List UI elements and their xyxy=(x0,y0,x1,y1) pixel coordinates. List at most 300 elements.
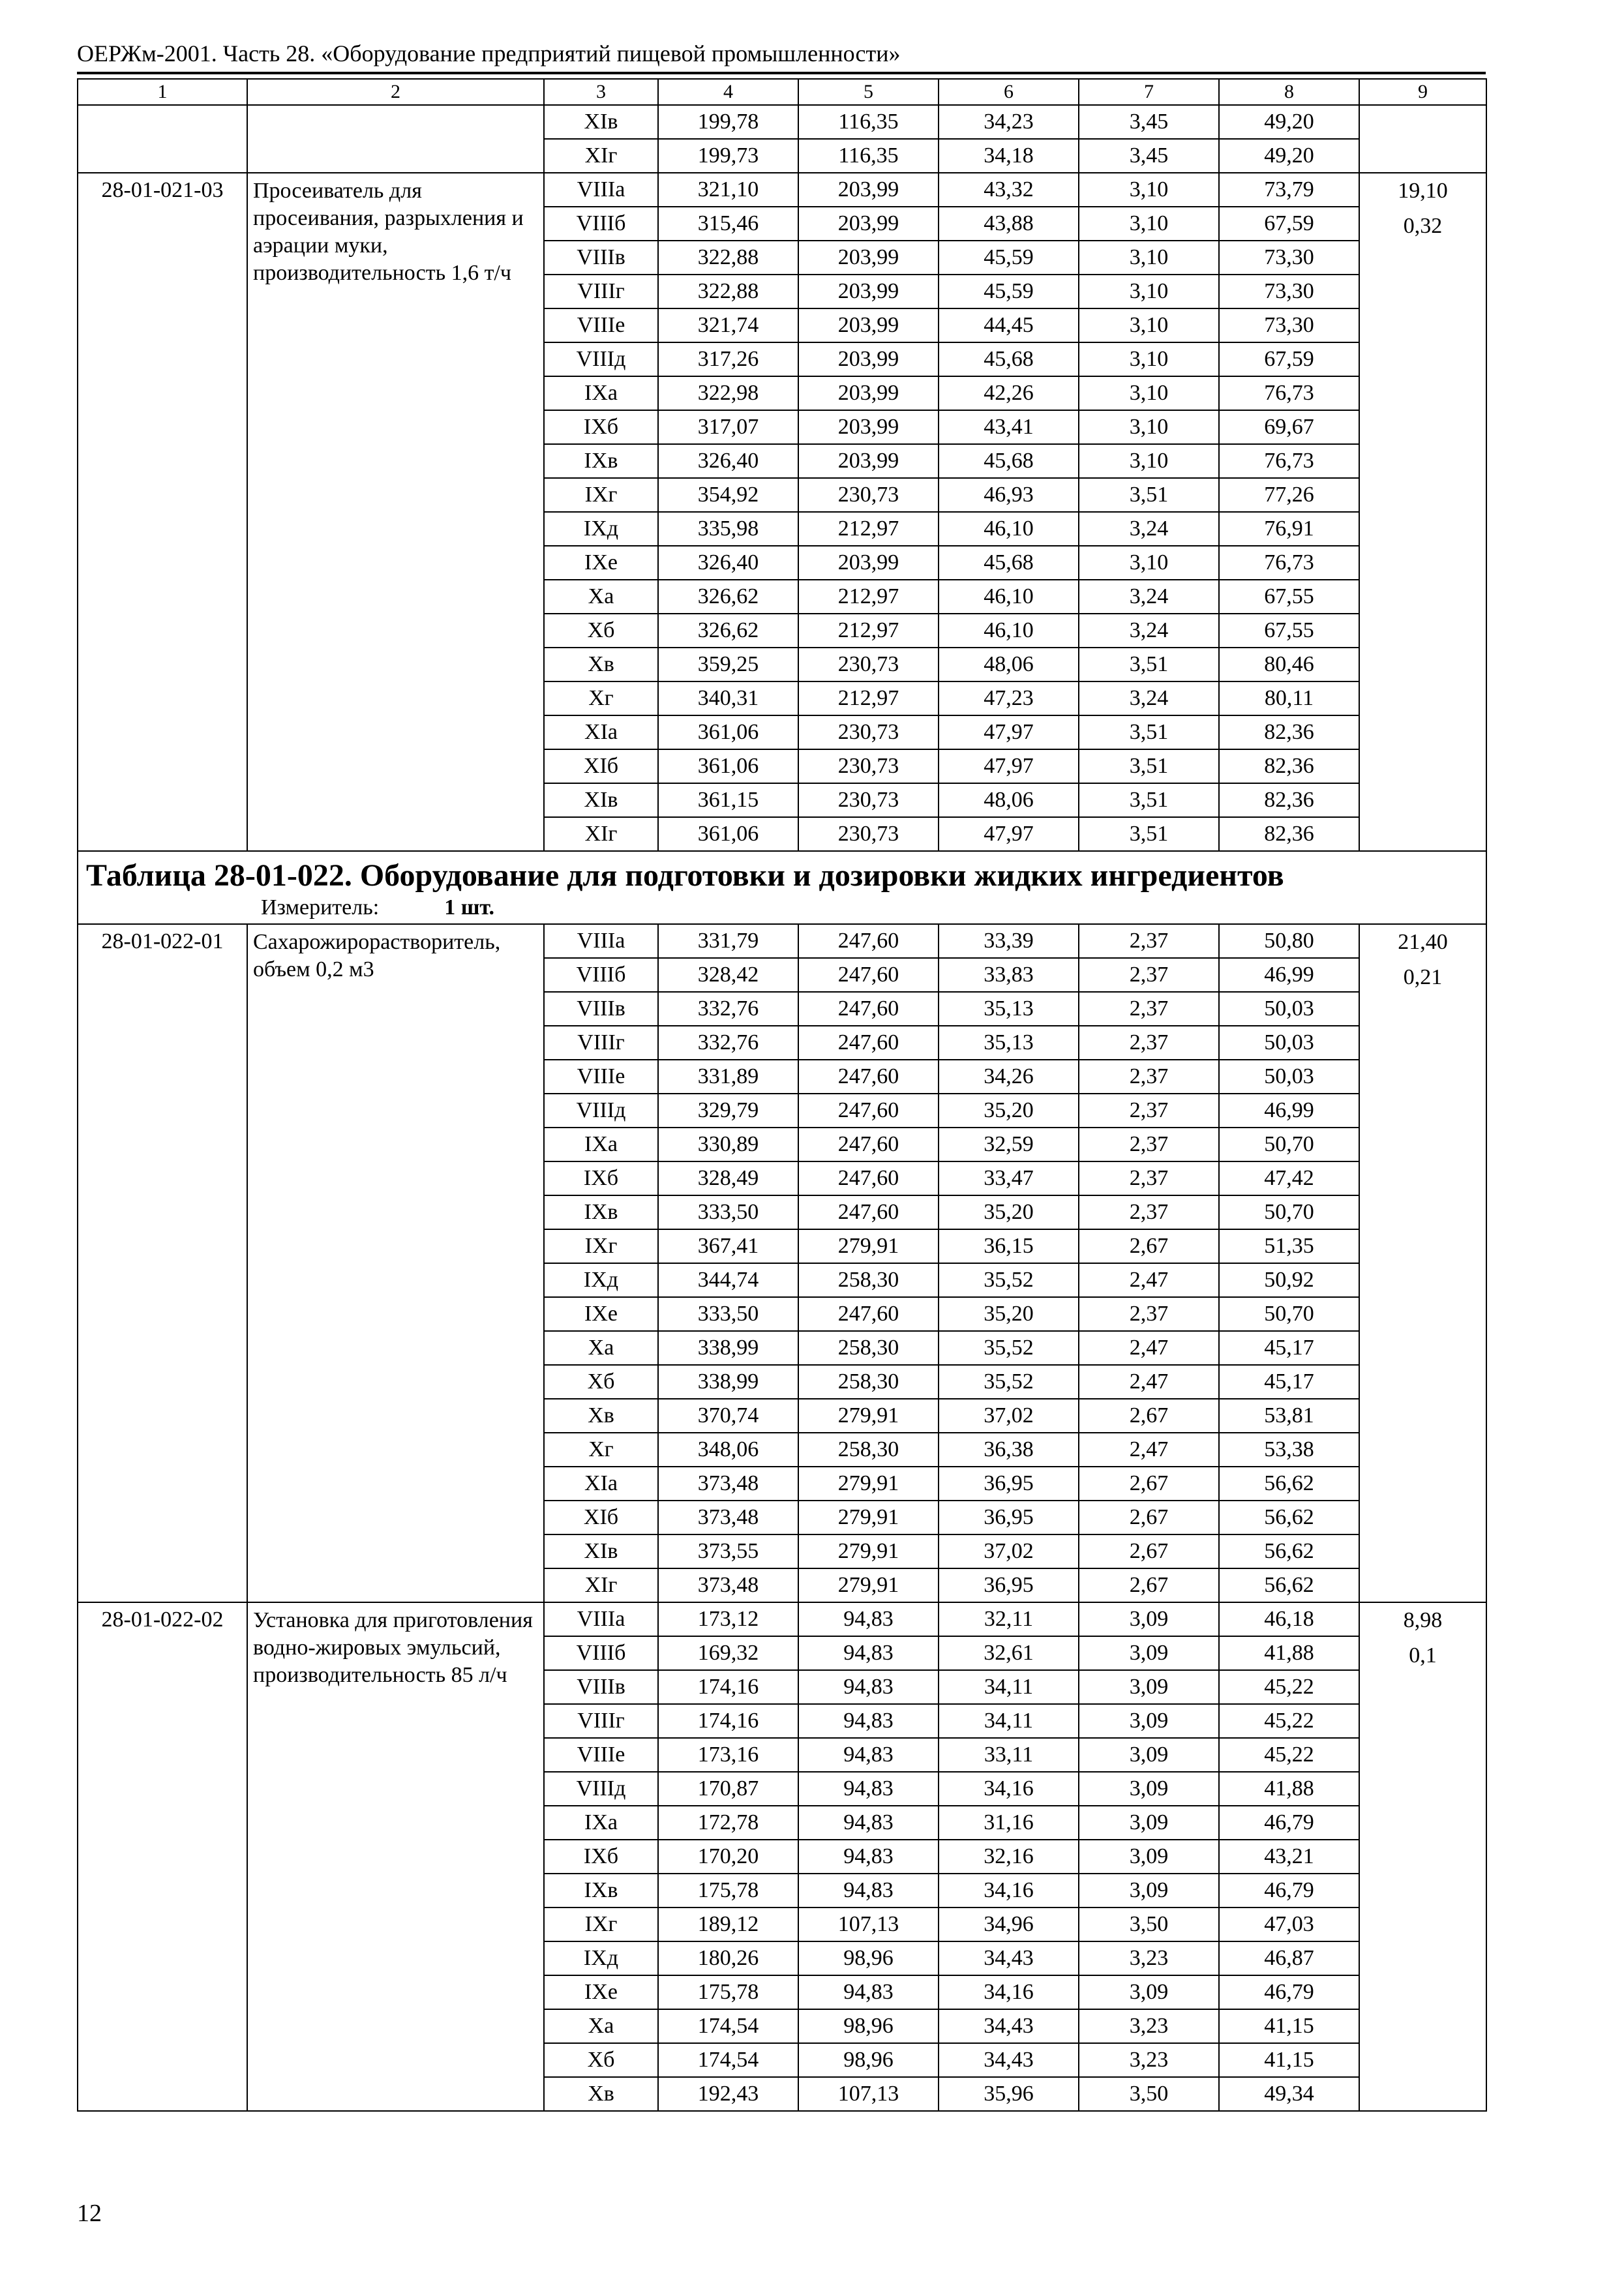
table-cell: 41,88 xyxy=(1219,1636,1359,1670)
table-cell: 41,15 xyxy=(1219,2009,1359,2043)
column-9-value: 21,40 xyxy=(1398,930,1448,954)
table-cell: 35,13 xyxy=(939,992,1079,1026)
table-cell: 34,16 xyxy=(939,1975,1079,2009)
table-cell: 2,37 xyxy=(1079,1297,1219,1331)
table-cell: 338,99 xyxy=(658,1365,798,1399)
table-cell: 35,20 xyxy=(939,1297,1079,1331)
table-cell: 33,11 xyxy=(939,1738,1079,1772)
table-cell: 98,96 xyxy=(798,2043,939,2077)
table-cell: 73,30 xyxy=(1219,275,1359,308)
table-cell: 45,17 xyxy=(1219,1331,1359,1365)
table-cell: 3,24 xyxy=(1079,614,1219,648)
table-cell: 98,96 xyxy=(798,1941,939,1975)
table-row xyxy=(78,173,1486,207)
table-cell: IXг xyxy=(544,478,658,512)
table-cell: XIг xyxy=(544,139,658,173)
header-rule xyxy=(77,72,1486,74)
table-cell: 46,93 xyxy=(939,478,1079,512)
table-cell: 94,83 xyxy=(798,1602,939,1636)
table-cell: Xг xyxy=(544,1433,658,1467)
table-cell: 373,48 xyxy=(658,1568,798,1602)
table-cell: 2,67 xyxy=(1079,1467,1219,1501)
table-cell: 3,09 xyxy=(1079,1602,1219,1636)
table-cell: 45,59 xyxy=(939,275,1079,308)
table-cell: 49,34 xyxy=(1219,2077,1359,2111)
table-cell: 3,10 xyxy=(1079,342,1219,376)
table-cell: 326,62 xyxy=(658,614,798,648)
table-cell: VIIIе xyxy=(544,1738,658,1772)
table-cell: 3,09 xyxy=(1079,1874,1219,1908)
table-cell: Xа xyxy=(544,2009,658,2043)
table-cell: 2,67 xyxy=(1079,1568,1219,1602)
table-cell: 2,67 xyxy=(1079,1229,1219,1263)
table-cell: 82,36 xyxy=(1219,783,1359,817)
table-cell: 98,96 xyxy=(798,2009,939,2043)
table-cell: 34,26 xyxy=(939,1060,1079,1094)
table-cell: 94,83 xyxy=(798,1772,939,1806)
table-cell: 361,15 xyxy=(658,783,798,817)
table-cell: 340,31 xyxy=(658,681,798,715)
table-cell: IXа xyxy=(544,376,658,410)
table-cell: 76,73 xyxy=(1219,546,1359,580)
table-cell: 321,74 xyxy=(658,308,798,342)
table-cell: 230,73 xyxy=(798,715,939,749)
table-cell: 36,95 xyxy=(939,1501,1079,1534)
table-cell: 2,37 xyxy=(1079,1195,1219,1229)
table-cell: 34,43 xyxy=(939,2009,1079,2043)
column-number-cell: 8 xyxy=(1219,79,1359,105)
table-cell: 348,06 xyxy=(658,1433,798,1467)
table-cell: 35,20 xyxy=(939,1195,1079,1229)
table-cell: VIIIа xyxy=(544,1602,658,1636)
table-cell: XIа xyxy=(544,1467,658,1501)
table-cell: 43,88 xyxy=(939,207,1079,241)
table-cell: 212,97 xyxy=(798,580,939,614)
table-cell: 46,79 xyxy=(1219,1806,1359,1840)
table-cell: 329,79 xyxy=(658,1094,798,1128)
rate-description-cell: Просеиватель для просеивания, разрыхления и аэрации муки, производительность 1,6 т/ч xyxy=(247,173,544,851)
table-cell: IXг xyxy=(544,1908,658,1941)
table-cell: 56,62 xyxy=(1219,1501,1359,1534)
table-cell: 328,49 xyxy=(658,1161,798,1195)
table-cell: 354,92 xyxy=(658,478,798,512)
table-cell: 230,73 xyxy=(798,817,939,851)
table-cell: 370,74 xyxy=(658,1399,798,1433)
table-cell: 247,60 xyxy=(798,1094,939,1128)
table-cell: 328,42 xyxy=(658,958,798,992)
table-cell: 48,06 xyxy=(939,783,1079,817)
table-cell: 247,60 xyxy=(798,1128,939,1161)
table-cell: 172,78 xyxy=(658,1806,798,1840)
table-cell: 35,20 xyxy=(939,1094,1079,1128)
table-cell: 53,38 xyxy=(1219,1433,1359,1467)
table-cell: 174,54 xyxy=(658,2043,798,2077)
table-cell: 76,91 xyxy=(1219,512,1359,546)
table-cell: 41,15 xyxy=(1219,2043,1359,2077)
column-9-value: 19,10 xyxy=(1398,179,1448,203)
rate-code-cell xyxy=(78,105,247,173)
table-cell: 203,99 xyxy=(798,342,939,376)
table-cell: 173,16 xyxy=(658,1738,798,1772)
table-cell: IXв xyxy=(544,444,658,478)
table-cell: 3,09 xyxy=(1079,1840,1219,1874)
table-cell: 49,20 xyxy=(1219,105,1359,139)
table-cell: 56,62 xyxy=(1219,1534,1359,1568)
table-cell: 203,99 xyxy=(798,444,939,478)
table-cell: 331,89 xyxy=(658,1060,798,1094)
table-cell: XIа xyxy=(544,715,658,749)
table-cell: 35,96 xyxy=(939,2077,1079,2111)
table-cell: 3,50 xyxy=(1079,2077,1219,2111)
table-cell: 46,18 xyxy=(1219,1602,1359,1636)
table-cell: 32,16 xyxy=(939,1840,1079,1874)
column-9-value: 0,1 xyxy=(1409,1643,1437,1668)
table-cell: 344,74 xyxy=(658,1263,798,1297)
table-cell: 203,99 xyxy=(798,410,939,444)
table-cell: 3,51 xyxy=(1079,783,1219,817)
table-cell: 230,73 xyxy=(798,749,939,783)
table-cell: 333,50 xyxy=(658,1195,798,1229)
table-cell: 94,83 xyxy=(798,1806,939,1840)
table-cell: 33,39 xyxy=(939,924,1079,958)
table-cell: XIв xyxy=(544,105,658,139)
table-cell: 46,87 xyxy=(1219,1941,1359,1975)
table-cell: VIIIд xyxy=(544,1094,658,1128)
page-header: ОЕРЖм-2001. Часть 28. «Оборудование предприятий пищевой промышленности» xyxy=(77,40,901,67)
table-cell: 69,67 xyxy=(1219,410,1359,444)
table-cell: 94,83 xyxy=(798,1874,939,1908)
table-cell: 45,22 xyxy=(1219,1670,1359,1704)
table-cell: 3,09 xyxy=(1079,1772,1219,1806)
table-cell: 37,02 xyxy=(939,1534,1079,1568)
table-cell: 373,48 xyxy=(658,1467,798,1501)
table-cell: 50,70 xyxy=(1219,1128,1359,1161)
table-cell: 175,78 xyxy=(658,1874,798,1908)
table-cell: 203,99 xyxy=(798,241,939,275)
table-cell: 46,79 xyxy=(1219,1975,1359,2009)
table-cell: 361,06 xyxy=(658,749,798,783)
measure-line xyxy=(86,895,1486,921)
table-cell: 174,54 xyxy=(658,2009,798,2043)
table-cell: Xг xyxy=(544,681,658,715)
table-cell: 37,02 xyxy=(939,1399,1079,1433)
table-cell: VIIIб xyxy=(544,207,658,241)
table-cell: 180,26 xyxy=(658,1941,798,1975)
column-number-cell: 2 xyxy=(247,79,544,105)
table-cell: 43,21 xyxy=(1219,1840,1359,1874)
column-9-value: 8,98 xyxy=(1403,1608,1443,1632)
table-cell: 47,97 xyxy=(939,715,1079,749)
table-cell: 230,73 xyxy=(798,478,939,512)
table-cell: 94,83 xyxy=(798,1670,939,1704)
table-cell: VIIIд xyxy=(544,342,658,376)
section-heading-cell xyxy=(78,851,1486,924)
table-cell: 2,37 xyxy=(1079,1060,1219,1094)
table-cell: 76,73 xyxy=(1219,444,1359,478)
table-cell: 203,99 xyxy=(798,207,939,241)
table-cell: 3,23 xyxy=(1079,2043,1219,2077)
table-cell: IXв xyxy=(544,1874,658,1908)
table-cell: 230,73 xyxy=(798,783,939,817)
column-9-cell xyxy=(1359,173,1486,851)
table-cell: VIIIг xyxy=(544,1704,658,1738)
table-cell: 258,30 xyxy=(798,1365,939,1399)
table-cell: IXд xyxy=(544,1941,658,1975)
table-cell: 373,48 xyxy=(658,1501,798,1534)
table-cell: 230,73 xyxy=(798,648,939,681)
table-cell: 107,13 xyxy=(798,2077,939,2111)
table-cell: 46,99 xyxy=(1219,1094,1359,1128)
table-cell: IXб xyxy=(544,1161,658,1195)
table-cell: 326,62 xyxy=(658,580,798,614)
table-cell: VIIIе xyxy=(544,308,658,342)
table-cell: 3,24 xyxy=(1079,580,1219,614)
table-cell: 33,83 xyxy=(939,958,1079,992)
table-cell: 94,83 xyxy=(798,1738,939,1772)
table-cell: 47,42 xyxy=(1219,1161,1359,1195)
table-cell: 174,16 xyxy=(658,1704,798,1738)
table-cell: Xб xyxy=(544,2043,658,2077)
table-cell: XIг xyxy=(544,1568,658,1602)
table-cell: 3,10 xyxy=(1079,275,1219,308)
table-cell: 3,10 xyxy=(1079,546,1219,580)
table-cell: 258,30 xyxy=(798,1433,939,1467)
table-cell: 45,22 xyxy=(1219,1704,1359,1738)
column-9-value: 0,21 xyxy=(1403,965,1443,989)
table-cell: 203,99 xyxy=(798,308,939,342)
table-cell: 36,95 xyxy=(939,1467,1079,1501)
table-cell: 359,25 xyxy=(658,648,798,681)
table-cell: 82,36 xyxy=(1219,715,1359,749)
table-cell: 317,07 xyxy=(658,410,798,444)
table-row xyxy=(78,1602,1486,1636)
table-cell: 31,16 xyxy=(939,1806,1079,1840)
table-cell: 331,79 xyxy=(658,924,798,958)
table-cell: 116,35 xyxy=(798,105,939,139)
table-cell: 82,36 xyxy=(1219,817,1359,851)
table-cell: 56,62 xyxy=(1219,1568,1359,1602)
table-cell: VIIIд xyxy=(544,1772,658,1806)
rate-description-cell: Сахарожирорастворитель, объем 0,2 м3 xyxy=(247,924,544,1602)
table-cell: VIIIг xyxy=(544,1026,658,1060)
table-cell: XIв xyxy=(544,783,658,817)
table-cell: IXе xyxy=(544,1975,658,2009)
table-cell: 36,95 xyxy=(939,1568,1079,1602)
table-row xyxy=(78,924,1486,958)
table-cell: 3,50 xyxy=(1079,1908,1219,1941)
table-cell: 361,06 xyxy=(658,715,798,749)
table-cell: 2,37 xyxy=(1079,992,1219,1026)
table-cell: 45,68 xyxy=(939,444,1079,478)
table-cell: 34,16 xyxy=(939,1874,1079,1908)
table-cell: 335,98 xyxy=(658,512,798,546)
table-cell: 34,23 xyxy=(939,105,1079,139)
table-cell: 203,99 xyxy=(798,546,939,580)
table-cell: 73,30 xyxy=(1219,308,1359,342)
table-cell: 3,09 xyxy=(1079,1704,1219,1738)
table-cell: 2,47 xyxy=(1079,1365,1219,1399)
table-cell: 73,79 xyxy=(1219,173,1359,207)
table-cell: 3,51 xyxy=(1079,648,1219,681)
table-cell: 47,97 xyxy=(939,749,1079,783)
table-cell: 53,81 xyxy=(1219,1399,1359,1433)
table-cell: 212,97 xyxy=(798,512,939,546)
column-9-value: 0,32 xyxy=(1403,214,1443,238)
table-cell: 45,68 xyxy=(939,342,1079,376)
table-cell: 36,38 xyxy=(939,1433,1079,1467)
table-cell: 49,20 xyxy=(1219,139,1359,173)
table-cell: 45,22 xyxy=(1219,1738,1359,1772)
table-cell: IXд xyxy=(544,1263,658,1297)
table-cell: 3,51 xyxy=(1079,749,1219,783)
table-cell: 3,45 xyxy=(1079,139,1219,173)
table-cell: 94,83 xyxy=(798,1840,939,1874)
table-cell: 192,43 xyxy=(658,2077,798,2111)
table-cell: VIIIв xyxy=(544,1670,658,1704)
table-cell: 56,62 xyxy=(1219,1467,1359,1501)
table-cell: 322,88 xyxy=(658,241,798,275)
table-cell: Xа xyxy=(544,580,658,614)
table-cell: Xб xyxy=(544,1365,658,1399)
table-cell: 36,15 xyxy=(939,1229,1079,1263)
table-cell: 279,91 xyxy=(798,1229,939,1263)
column-number-cell: 6 xyxy=(939,79,1079,105)
table-cell: 94,83 xyxy=(798,1636,939,1670)
rate-code-cell: 28-01-021-03 xyxy=(78,173,247,851)
table-cell: 199,78 xyxy=(658,105,798,139)
table-cell: Xб xyxy=(544,614,658,648)
table-cell: 76,73 xyxy=(1219,376,1359,410)
table-cell: 45,59 xyxy=(939,241,1079,275)
table-cell: 247,60 xyxy=(798,958,939,992)
table-cell: 170,87 xyxy=(658,1772,798,1806)
table-cell: 2,67 xyxy=(1079,1501,1219,1534)
table-cell: 48,06 xyxy=(939,648,1079,681)
table-cell: 67,55 xyxy=(1219,580,1359,614)
table-cell: 258,30 xyxy=(798,1331,939,1365)
table-cell: 321,10 xyxy=(658,173,798,207)
table-cell: 43,32 xyxy=(939,173,1079,207)
table-cell: 3,09 xyxy=(1079,1636,1219,1670)
table-cell: IXб xyxy=(544,410,658,444)
table-cell: 279,91 xyxy=(798,1568,939,1602)
table-cell: 41,88 xyxy=(1219,1772,1359,1806)
column-number-cell: 1 xyxy=(78,79,247,105)
rates-table xyxy=(77,78,1487,2112)
table-cell: 367,41 xyxy=(658,1229,798,1263)
column-number-cell: 4 xyxy=(658,79,798,105)
table-cell: 34,18 xyxy=(939,139,1079,173)
table-cell: 3,10 xyxy=(1079,308,1219,342)
table-cell: 77,26 xyxy=(1219,478,1359,512)
table-cell: 3,10 xyxy=(1079,444,1219,478)
table-cell: IXа xyxy=(544,1806,658,1840)
table-cell: 247,60 xyxy=(798,1060,939,1094)
table-cell: 3,45 xyxy=(1079,105,1219,139)
table-cell: 33,47 xyxy=(939,1161,1079,1195)
table-cell: Xв xyxy=(544,648,658,681)
table-cell: 330,89 xyxy=(658,1128,798,1161)
table-cell: VIIIе xyxy=(544,1060,658,1094)
column-number-cell: 5 xyxy=(798,79,939,105)
table-cell: 47,03 xyxy=(1219,1908,1359,1941)
table-cell: 2,37 xyxy=(1079,1128,1219,1161)
table-cell: 34,43 xyxy=(939,1941,1079,1975)
table-cell: 3,09 xyxy=(1079,1975,1219,2009)
table-cell: 46,99 xyxy=(1219,958,1359,992)
table-cell: 2,37 xyxy=(1079,1161,1219,1195)
table-cell: 32,61 xyxy=(939,1636,1079,1670)
table-cell: 173,12 xyxy=(658,1602,798,1636)
table-cell: 2,37 xyxy=(1079,924,1219,958)
table-cell: 203,99 xyxy=(798,173,939,207)
table-cell: 34,96 xyxy=(939,1908,1079,1941)
table-cell: 35,52 xyxy=(939,1365,1079,1399)
table-cell: 189,12 xyxy=(658,1908,798,1941)
table-cell: 46,10 xyxy=(939,512,1079,546)
table-cell: 3,10 xyxy=(1079,376,1219,410)
table-cell: 203,99 xyxy=(798,376,939,410)
table-cell: 42,26 xyxy=(939,376,1079,410)
table-cell: 170,20 xyxy=(658,1840,798,1874)
table-cell: 258,30 xyxy=(798,1263,939,1297)
table-cell: 3,10 xyxy=(1079,207,1219,241)
table-cell: 247,60 xyxy=(798,924,939,958)
table-cell: IXг xyxy=(544,1229,658,1263)
table-cell: 247,60 xyxy=(798,992,939,1026)
table-cell: 46,10 xyxy=(939,614,1079,648)
table-cell: VIIIб xyxy=(544,1636,658,1670)
table-cell: 279,91 xyxy=(798,1501,939,1534)
table-cell: 3,51 xyxy=(1079,715,1219,749)
table-cell: 43,41 xyxy=(939,410,1079,444)
table-cell: 3,24 xyxy=(1079,512,1219,546)
table-cell: 333,50 xyxy=(658,1297,798,1331)
rates-table-body xyxy=(78,79,1486,2111)
column-9-cell xyxy=(1359,105,1486,173)
table-cell: XIг xyxy=(544,817,658,851)
table-cell: 2,47 xyxy=(1079,1263,1219,1297)
table-cell: 32,11 xyxy=(939,1602,1079,1636)
column-number-cell: 7 xyxy=(1079,79,1219,105)
table-cell: 94,83 xyxy=(798,1704,939,1738)
rate-code-cell: 28-01-022-02 xyxy=(78,1602,247,2111)
rate-description-cell xyxy=(247,105,544,173)
table-cell: 332,76 xyxy=(658,1026,798,1060)
table-cell: 279,91 xyxy=(798,1467,939,1501)
table-cell: 2,67 xyxy=(1079,1534,1219,1568)
table-cell: 47,23 xyxy=(939,681,1079,715)
table-cell: 326,40 xyxy=(658,444,798,478)
table-cell: 169,32 xyxy=(658,1636,798,1670)
page-number: 12 xyxy=(77,2200,102,2227)
table-cell: 326,40 xyxy=(658,546,798,580)
column-9-cell xyxy=(1359,924,1486,1602)
table-cell: 317,26 xyxy=(658,342,798,376)
table-cell: 45,17 xyxy=(1219,1365,1359,1399)
table-cell: 3,09 xyxy=(1079,1670,1219,1704)
table-cell: 46,10 xyxy=(939,580,1079,614)
table-cell: 50,70 xyxy=(1219,1297,1359,1331)
table-cell: 73,30 xyxy=(1219,241,1359,275)
table-cell: 279,91 xyxy=(798,1399,939,1433)
table-cell: 203,99 xyxy=(798,275,939,308)
table-cell: 50,70 xyxy=(1219,1195,1359,1229)
table-cell: 3,23 xyxy=(1079,2009,1219,2043)
table-cell: 35,52 xyxy=(939,1263,1079,1297)
table-cell: 212,97 xyxy=(798,681,939,715)
table-cell: 67,59 xyxy=(1219,207,1359,241)
